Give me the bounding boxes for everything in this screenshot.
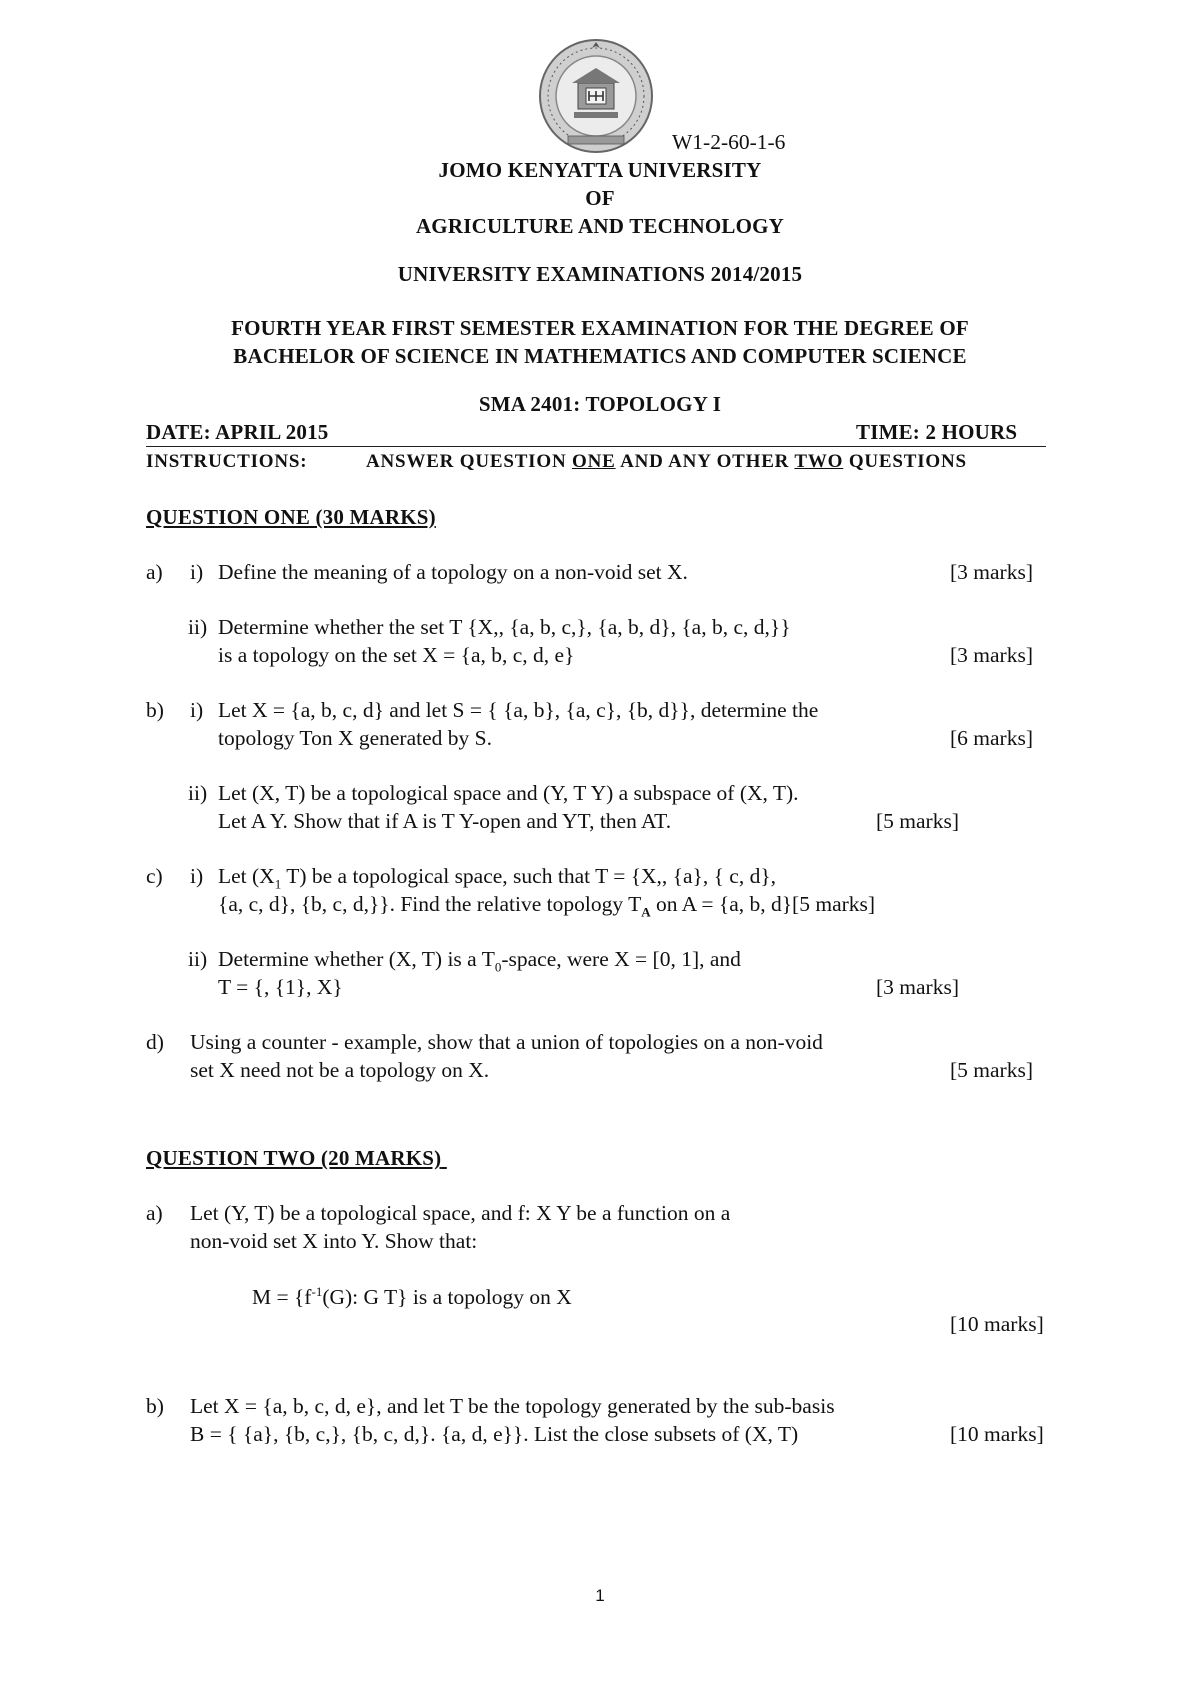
q1b-i-line2: topology Ton X generated by S. bbox=[218, 726, 492, 750]
q1c-i-line1: Let ($X_1$ T) be a topological space, such that T = {X,, {a}, { c, d}, bbox=[218, 864, 777, 892]
q2a-line1: Let (Y, T) be a topological space, and f: X Y be a function on a bbox=[190, 1201, 731, 1225]
university-name-line3: AGRICULTURE AND TECHNOLOGY bbox=[415, 214, 785, 238]
q2a-marks: [10 marks] bbox=[950, 1312, 1044, 1336]
q2a-formula: $M = \{f^{-1}(G)$: G T} is a topology on X bbox=[252, 1284, 572, 1310]
page-number: 1 bbox=[595, 1586, 605, 1605]
q1d-label: d) bbox=[146, 1030, 164, 1054]
q2b-marks: [10 marks] bbox=[950, 1422, 1044, 1446]
unit-title: SMA 2401: TOPOLOGY I bbox=[478, 392, 722, 416]
q1a-i-text: Define the meaning of a topology on a non-void set X. bbox=[218, 560, 688, 584]
q2b-line1: Let X = {a, b, c, d, e}, and let T be the topology generated by the sub-basis bbox=[190, 1394, 835, 1418]
q1a-ii-line1: Determine whether the set T {X,, {a, b, c,}, {a, b, d}, {a, b, c, d,}} bbox=[218, 615, 791, 639]
q1d-marks: [5 marks] bbox=[950, 1058, 1033, 1082]
q1c-i-label: i) bbox=[190, 864, 204, 888]
q2a-label: a) bbox=[146, 1201, 163, 1225]
q1c-ii-marks: [3 marks] bbox=[876, 975, 959, 999]
question-one-heading: QUESTION ONE (30 MARKS) bbox=[146, 505, 436, 529]
q1a-ii-label: ii) bbox=[188, 615, 208, 639]
q1a-ii-marks: [3 marks] bbox=[950, 643, 1033, 667]
exam-time: TIME: 2 HOURS bbox=[856, 420, 1018, 444]
q1b-i-label: i) bbox=[190, 698, 204, 722]
university-name-line1: JOMO KENYATTA UNIVERSITY bbox=[438, 158, 762, 182]
q1a-label: a) bbox=[146, 560, 163, 584]
exam-code: W1-2-60-1-6 bbox=[672, 130, 786, 154]
q1d-line2: set X need not be a topology on X. bbox=[190, 1058, 490, 1082]
instructions-text: ANSWER QUESTION ONE AND ANY OTHER TWO QUESTIONS bbox=[366, 451, 967, 472]
q2b-line2: B = { {a}, {b, c,}, {b, c, d,}. {a, d, e}}. List the close subsets of (X, T) bbox=[190, 1422, 799, 1446]
question-two-heading: QUESTION TWO (20 MARKS) bbox=[146, 1146, 442, 1170]
q1c-i-line2: {a, c, d}, {b, c, d,}}. Find the relative topology $T_A$ on A = {a, b, d}[5 marks] bbox=[218, 892, 876, 920]
q1b-ii-label: ii) bbox=[188, 781, 208, 805]
exam-date: DATE: APRIL 2015 bbox=[146, 420, 329, 444]
q2a-line2: non-void set X into Y. Show that: bbox=[190, 1229, 478, 1253]
q1d-line1: Using a counter - example, show that a union of topologies on a non-void bbox=[190, 1030, 823, 1054]
degree-line2: BACHELOR OF SCIENCE IN MATHEMATICS AND COMPUTER SCIENCE bbox=[233, 344, 967, 368]
q1a-ii-line2: is a topology on the set X = {a, b, c, d, e} bbox=[218, 643, 575, 667]
q1c-ii-line1: Determine whether (X, T) is a $T_0$-space, were X = [0, 1], and bbox=[218, 947, 741, 975]
degree-line1: FOURTH YEAR FIRST SEMESTER EXAMINATION FOR THE DEGREE OF bbox=[231, 316, 969, 340]
instructions-label: INSTRUCTIONS: bbox=[146, 451, 308, 472]
q1b-i-line1: Let X = {a, b, c, d} and let S = { {a, b}, {a, c}, {b, d}}, determine the bbox=[218, 698, 819, 722]
university-seal-logo bbox=[538, 38, 654, 154]
university-name-line2: OF bbox=[585, 186, 615, 210]
header-divider bbox=[146, 446, 1046, 447]
q2b-label: b) bbox=[146, 1394, 164, 1418]
q1b-ii-line2: Let A Y. Show that if A is T Y-open and YT, then AT. bbox=[218, 809, 672, 833]
q1a-i-label: i) bbox=[190, 560, 204, 584]
q1b-label: b) bbox=[146, 698, 164, 722]
q1c-ii-label: ii) bbox=[188, 947, 208, 971]
q1b-i-marks: [6 marks] bbox=[950, 726, 1033, 750]
exam-title: UNIVERSITY EXAMINATIONS 2014/2015 bbox=[397, 262, 803, 286]
q1b-ii-line1: Let (X, T) be a topological space and (Y, T Y) a subspace of (X, T). bbox=[218, 781, 799, 805]
q1b-ii-marks: [5 marks] bbox=[876, 809, 959, 833]
q1c-ii-line2: T = {, {1}, X} bbox=[218, 975, 343, 999]
q1a-i-marks: [3 marks] bbox=[950, 560, 1033, 584]
q1c-label: c) bbox=[146, 864, 163, 888]
